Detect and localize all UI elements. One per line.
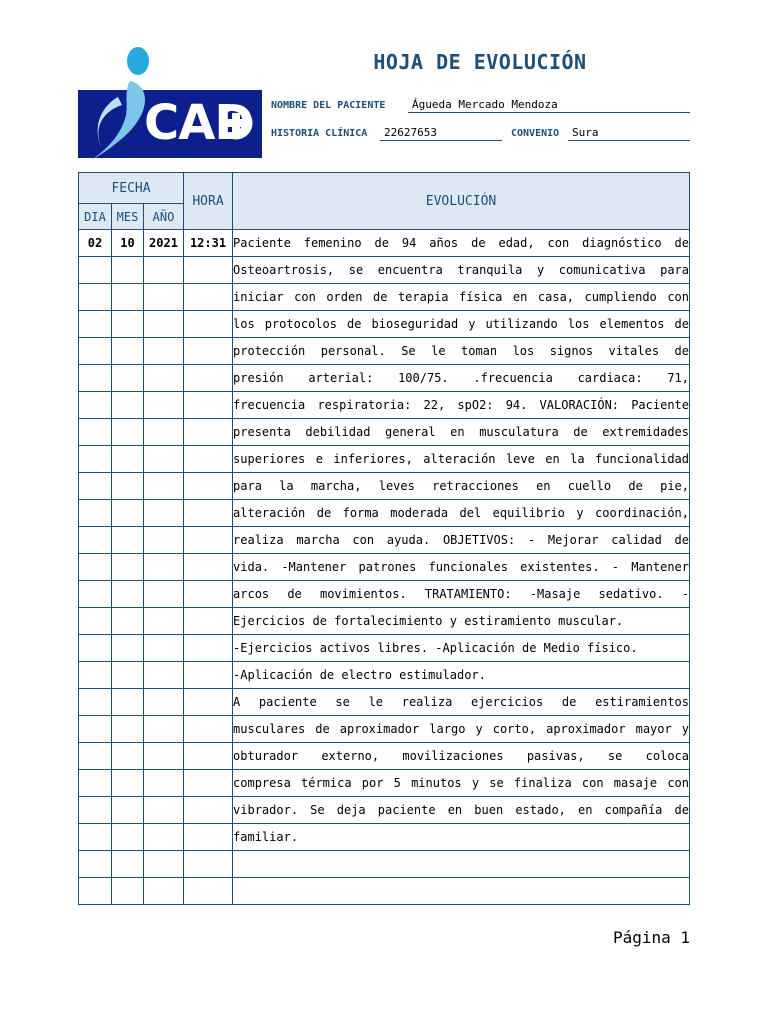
dia-cell xyxy=(79,257,112,284)
table-row xyxy=(79,797,690,824)
mes-cell xyxy=(112,878,144,905)
table-row xyxy=(79,419,690,446)
mes-cell xyxy=(112,365,144,392)
anio-cell: 2021 xyxy=(144,230,184,257)
hora-cell xyxy=(184,527,233,554)
dia-cell xyxy=(79,500,112,527)
patient-name-value: Águeda Mercado Mendoza xyxy=(412,98,558,111)
anio-cell xyxy=(144,419,184,446)
evolution-text-cell: realiza marcha con ayuda. OBJETIVOS: - Mejorar calidad de xyxy=(233,527,690,554)
evolution-text-cell xyxy=(233,878,690,905)
agreement-label: CONVENIO xyxy=(511,128,560,139)
table-row xyxy=(79,824,690,851)
mes-cell xyxy=(112,797,144,824)
mes-cell xyxy=(112,824,144,851)
evolucion-header: EVOLUCIÓN xyxy=(233,173,690,230)
evolution-text-cell: -Aplicación de electro estimulador. xyxy=(233,662,690,689)
mes-cell xyxy=(112,527,144,554)
dia-cell: 02 xyxy=(79,230,112,257)
table-row xyxy=(79,257,690,284)
anio-cell xyxy=(144,635,184,662)
dia-cell xyxy=(79,581,112,608)
evolution-text-cell: protección personal. Se le toman los signos vitales de xyxy=(233,338,690,365)
evolution-text-cell: Osteoartrosis, se encuentra tranquila y comunicativa para xyxy=(233,257,690,284)
mes-cell xyxy=(112,554,144,581)
hora-cell xyxy=(184,392,233,419)
anio-cell xyxy=(144,743,184,770)
table-row xyxy=(79,311,690,338)
hora-cell xyxy=(184,311,233,338)
mes-cell xyxy=(112,392,144,419)
dia-cell xyxy=(79,689,112,716)
table-row xyxy=(79,581,690,608)
mes-cell xyxy=(112,581,144,608)
anio-cell xyxy=(144,608,184,635)
evolution-text-cell: musculares de aproximador largo y corto, aproximador mayor y xyxy=(233,716,690,743)
anio-cell xyxy=(144,500,184,527)
evolution-text-cell: obturador externo, movilizaciones pasivas, se coloca xyxy=(233,743,690,770)
fecha-header: FECHA xyxy=(79,173,184,204)
dia-cell xyxy=(79,392,112,419)
mes-cell xyxy=(112,689,144,716)
mes-cell xyxy=(112,662,144,689)
dia-cell xyxy=(79,608,112,635)
mes-header: MES xyxy=(112,204,144,230)
anio-cell xyxy=(144,284,184,311)
patient-name-label: NOMBRE DEL PACIENTE xyxy=(271,100,386,111)
hora-cell xyxy=(184,284,233,311)
agreement-underline xyxy=(568,140,690,141)
hora-cell xyxy=(184,365,233,392)
hora-cell xyxy=(184,824,233,851)
dia-cell xyxy=(79,446,112,473)
evolution-text-cell: superiores e inferiores, alteración leve en la funcionalidad xyxy=(233,446,690,473)
mes-cell xyxy=(112,608,144,635)
hora-cell xyxy=(184,338,233,365)
hora-cell: 12:31 xyxy=(184,230,233,257)
dia-cell xyxy=(79,554,112,581)
anio-cell xyxy=(144,824,184,851)
anio-cell xyxy=(144,311,184,338)
dia-cell xyxy=(79,770,112,797)
table-row xyxy=(79,608,690,635)
hora-cell xyxy=(184,608,233,635)
anio-cell xyxy=(144,554,184,581)
hora-cell xyxy=(184,797,233,824)
anio-cell xyxy=(144,662,184,689)
hora-cell xyxy=(184,500,233,527)
evolution-text-cell: A paciente se le realiza ejercicios de estiramientos xyxy=(233,689,690,716)
mes-cell xyxy=(112,851,144,878)
dia-cell xyxy=(79,338,112,365)
anio-cell xyxy=(144,527,184,554)
evolution-table xyxy=(78,172,690,905)
record-label: HISTORIA CLÍNICA xyxy=(271,128,368,139)
table-row xyxy=(79,338,690,365)
page-number: Página 1 xyxy=(612,928,690,947)
table-row xyxy=(79,662,690,689)
anio-header: AÑO xyxy=(144,204,184,230)
hora-cell xyxy=(184,689,233,716)
anio-cell xyxy=(144,581,184,608)
table-row xyxy=(79,770,690,797)
anio-cell xyxy=(144,365,184,392)
mes-cell xyxy=(112,419,144,446)
table-row xyxy=(79,527,690,554)
mes-cell xyxy=(112,716,144,743)
mes-cell xyxy=(112,446,144,473)
table-row xyxy=(79,689,690,716)
cad-logo xyxy=(78,45,262,163)
record-number-value: 22627653 xyxy=(384,126,437,139)
table-row xyxy=(79,500,690,527)
hora-cell xyxy=(184,662,233,689)
hora-header: HORA xyxy=(184,173,233,230)
evolution-text-cell: alteración de forma moderada del equilibrio y coordinación, xyxy=(233,500,690,527)
table-row xyxy=(79,284,690,311)
record-underline xyxy=(380,140,502,141)
agreement-value: Sura xyxy=(572,126,599,139)
evolution-text-cell: vida. -Mantener patrones funcionales existentes. - Mantener xyxy=(233,554,690,581)
dia-cell xyxy=(79,284,112,311)
mes-cell xyxy=(112,770,144,797)
anio-cell xyxy=(144,716,184,743)
hora-cell xyxy=(184,446,233,473)
mes-cell xyxy=(112,257,144,284)
mes-cell xyxy=(112,500,144,527)
patient-name-underline xyxy=(408,112,690,113)
evolution-text-cell: frecuencia respiratoria: 22, spO2: 94. VALORACIÓN: Paciente xyxy=(233,392,690,419)
logo-text: CAD xyxy=(144,95,254,151)
hora-cell xyxy=(184,851,233,878)
evolution-text-cell: iniciar con orden de terapia física en casa, cumpliendo con xyxy=(233,284,690,311)
evolution-text-cell: presión arterial: 100/75. .frecuencia cardiaca: 71, xyxy=(233,365,690,392)
table-row xyxy=(79,716,690,743)
anio-cell xyxy=(144,257,184,284)
dia-cell xyxy=(79,797,112,824)
mes-cell xyxy=(112,311,144,338)
dia-cell xyxy=(79,527,112,554)
hora-cell xyxy=(184,635,233,662)
anio-cell xyxy=(144,851,184,878)
hora-cell xyxy=(184,743,233,770)
hora-cell xyxy=(184,581,233,608)
dia-cell xyxy=(79,365,112,392)
hora-cell xyxy=(184,554,233,581)
table-row xyxy=(79,365,690,392)
anio-cell xyxy=(144,392,184,419)
dia-cell xyxy=(79,635,112,662)
table-row xyxy=(79,743,690,770)
dia-cell xyxy=(79,878,112,905)
hora-cell xyxy=(184,716,233,743)
mes-cell xyxy=(112,743,144,770)
dia-cell xyxy=(79,311,112,338)
evolution-text-cell: presenta debilidad general en musculatura de extremidades xyxy=(233,419,690,446)
table-row xyxy=(79,392,690,419)
anio-cell xyxy=(144,338,184,365)
anio-cell xyxy=(144,473,184,500)
anio-cell xyxy=(144,689,184,716)
mes-cell xyxy=(112,635,144,662)
evolution-text-cell: arcos de movimientos. TRATAMIENTO: -Masaje sedativo. - xyxy=(233,581,690,608)
dia-cell xyxy=(79,716,112,743)
hora-cell xyxy=(184,878,233,905)
hora-cell xyxy=(184,770,233,797)
table-row xyxy=(79,635,690,662)
evolution-text-cell: familiar. xyxy=(233,824,690,851)
dia-header: DIA xyxy=(79,204,112,230)
table-row xyxy=(79,878,690,905)
dia-cell xyxy=(79,473,112,500)
evolution-text-cell: los protocolos de bioseguridad y utilizando los elementos de xyxy=(233,311,690,338)
dia-cell xyxy=(79,851,112,878)
dia-cell xyxy=(79,662,112,689)
document-title: HOJA DE EVOLUCIÓN xyxy=(373,50,587,74)
mes-cell: 10 xyxy=(112,230,144,257)
mes-cell xyxy=(112,473,144,500)
evolution-text-cell: Paciente femenino de 94 años de edad, con diagnóstico de xyxy=(233,230,690,257)
evolution-text-cell: -Ejercicios activos libres. -Aplicación de Medio físico. xyxy=(233,635,690,662)
dia-cell xyxy=(79,743,112,770)
mes-cell xyxy=(112,338,144,365)
evolution-text-cell xyxy=(233,851,690,878)
table-row xyxy=(79,473,690,500)
evolution-text-cell: para la marcha, leves retracciones en cuello de pie, xyxy=(233,473,690,500)
evolution-text-cell: compresa térmica por 5 minutos y se finaliza con masaje con xyxy=(233,770,690,797)
hora-cell xyxy=(184,473,233,500)
table-row xyxy=(79,851,690,878)
dia-cell xyxy=(79,419,112,446)
evolution-text-cell: vibrador. Se deja paciente en buen estado, en compañía de xyxy=(233,797,690,824)
evolution-text-cell: Ejercicios de fortalecimiento y estiramiento muscular. xyxy=(233,608,690,635)
anio-cell xyxy=(144,446,184,473)
hora-cell xyxy=(184,419,233,446)
table-row xyxy=(79,230,690,257)
anio-cell xyxy=(144,878,184,905)
anio-cell xyxy=(144,770,184,797)
mes-cell xyxy=(112,284,144,311)
hora-cell xyxy=(184,257,233,284)
table-row xyxy=(79,446,690,473)
anio-cell xyxy=(144,797,184,824)
table-row xyxy=(79,554,690,581)
dia-cell xyxy=(79,824,112,851)
